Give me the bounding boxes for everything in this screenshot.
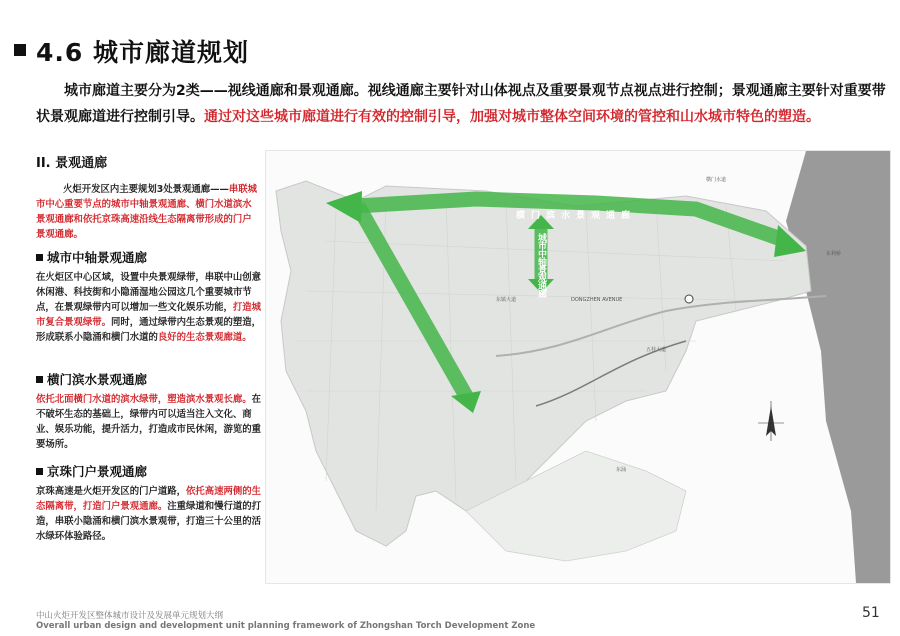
corridor-map-svg xyxy=(266,151,890,583)
map-label-wugui: 五桂大道 xyxy=(646,347,667,353)
heading-central-axis: 城市中轴景观通廊 xyxy=(36,248,147,266)
intro-line-2-text: 状景观廊道进行控制引导。 xyxy=(36,109,204,125)
map-label-dongliqiao: 东利桥 xyxy=(826,251,842,257)
waterfront-highlight: 依托北面横门水道的滨水绿带，塑造滨水景观长廊。 xyxy=(36,394,252,405)
section-title: 4.6 城市廊道规划 xyxy=(36,38,249,67)
corridor-map xyxy=(265,150,891,584)
footer-title-en: Overall urban design and development unit planning framework of Zhongshan Torch Development Zone xyxy=(36,621,536,631)
summary-paragraph xyxy=(36,182,258,242)
gateway-paragraph xyxy=(36,484,262,544)
footer-title-cn: 中山火炬开发区整体城市设计及发展单元规划大纲 xyxy=(36,611,224,621)
map-label-hengmen: 横门水道 xyxy=(706,177,727,183)
page-number: 51 xyxy=(862,605,880,621)
central-axis-text-2: 同时，通过绿带内生态景观的塑造，形成联系小隐涌和横门水道的 xyxy=(36,317,262,343)
map-label-dongyong: 东涌 xyxy=(616,467,627,473)
central-axis-highlight-2: 良好的生态景观廊道。 xyxy=(157,332,252,343)
central-axis-paragraph xyxy=(36,270,262,345)
intro-line-2-highlight: 通过对这些城市廊道进行有效的控制引导，加强对城市整体空间环境的管控和山水城市特色的塑造。 xyxy=(204,109,820,125)
central-axis-highlight-1: 打造城市复合景观绿带。 xyxy=(36,302,262,328)
intro-paragraph xyxy=(36,78,890,130)
central-axis-text-1: 在火炬区中心区域，设置中央景观绿带，串联中山创意休闲港、科技街和小隐涌湿地公园这几个重要城市节点，在景观绿带内可以增加一些文化娱乐功能， xyxy=(36,272,262,313)
corridor-axis-label: 城市中轴景观通廊 xyxy=(536,233,546,297)
map-label-dongzhen-avenue: DONGZHEN AVENUE xyxy=(571,297,623,303)
gateway-text-2: 注重绿道和慢行道的打造，串联小隐涌和横门滨水景观带，打造三十公里的活水绿环体验路径。 xyxy=(36,501,262,542)
corridor-north-label: 横门滨水景观通廊 xyxy=(516,211,637,221)
section-bullet xyxy=(14,44,26,56)
north-arrow-icon xyxy=(758,401,784,441)
river-water xyxy=(786,151,890,583)
intro-line-2 xyxy=(36,104,890,130)
heading-gateway: 京珠门户景观通廊 xyxy=(36,462,147,480)
waterfront-text: 在不破坏生态的基础上，绿带内可以适当注入文化、商业、娱乐功能，提升活力，打造成市民休闲，游览的重要场所。 xyxy=(36,394,262,450)
summary-highlight: 串联城市中心重要节点的城市中轴景观通廊、横门水道滨水景观通廊和依托京珠高速沿线生态隔离带形成的门户景观通廊。 xyxy=(36,184,258,240)
map-label-dongzhen: 东镇大道 xyxy=(496,297,517,303)
waterfront-paragraph xyxy=(36,392,262,452)
heading-waterfront: 横门滨水景观通廊 xyxy=(36,370,147,388)
interchange-marker xyxy=(685,295,693,303)
subsection-title: II. 景观通廊 xyxy=(36,156,108,171)
intro-line-1: 城市廊道主要分为2类——视线通廊和景观通廊。视线通廊主要针对山体视点及重要景观节点视点进行控制；景观通廊主要针对重要带 xyxy=(64,83,886,99)
summary-text: 火炬开发区内主要规划3处景观通廊—— xyxy=(63,184,229,195)
gateway-highlight: 依托高速两侧的生态隔离带，打造门户景观通廊。 xyxy=(36,486,262,512)
gateway-text-1: 京珠高速是火炬开发区的门户道路， xyxy=(36,486,187,497)
